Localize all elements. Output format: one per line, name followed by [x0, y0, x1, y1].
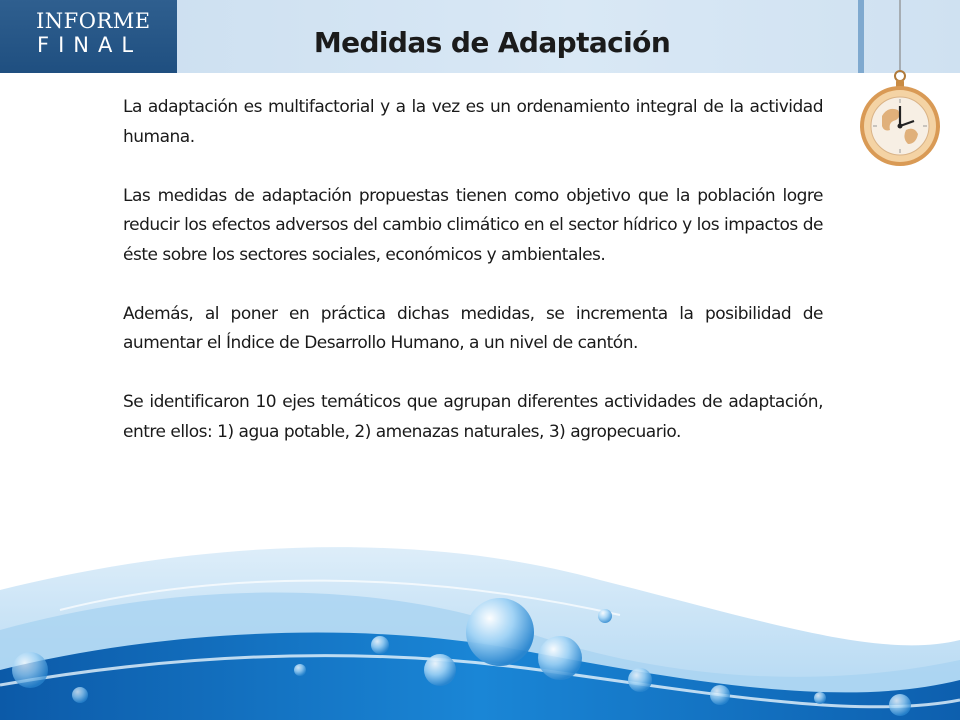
logo-line-informe: INFORME: [36, 9, 151, 33]
paragraph-3: Además, al poner en práctica dichas medidas, se incrementa la posibilidad de aumentar el Índice de Desarrollo Humano, a un nivel de cantón.: [123, 303, 823, 353]
paragraph-1: La adaptación es multifactorial y a la vez es un ordenamiento integral de la actividad humana.: [123, 97, 823, 147]
body-text: [123, 93, 823, 477]
page-title: Medidas de Adaptación: [313, 26, 671, 59]
paragraph-2: Las medidas de adaptación propuestas tienen como objetivo que la población logre reducir los efectos adversos del cambio climático en el sector hídrico y los impactos de éste sobre los sectores sociales, económicos y ambientales.: [123, 185, 823, 265]
clock-icon: [856, 0, 946, 170]
logo-line-final: FINAL: [37, 33, 143, 57]
paragraph-4: Se identificaron 10 ejes temáticos que agrupan diferentes actividades de adaptación, entre ellos: 1) agua potable, 2) amenazas naturales, 3) agropecuario.: [123, 392, 823, 442]
water-wave-icon: [0, 520, 960, 720]
informe-final-logo: [0, 0, 177, 73]
